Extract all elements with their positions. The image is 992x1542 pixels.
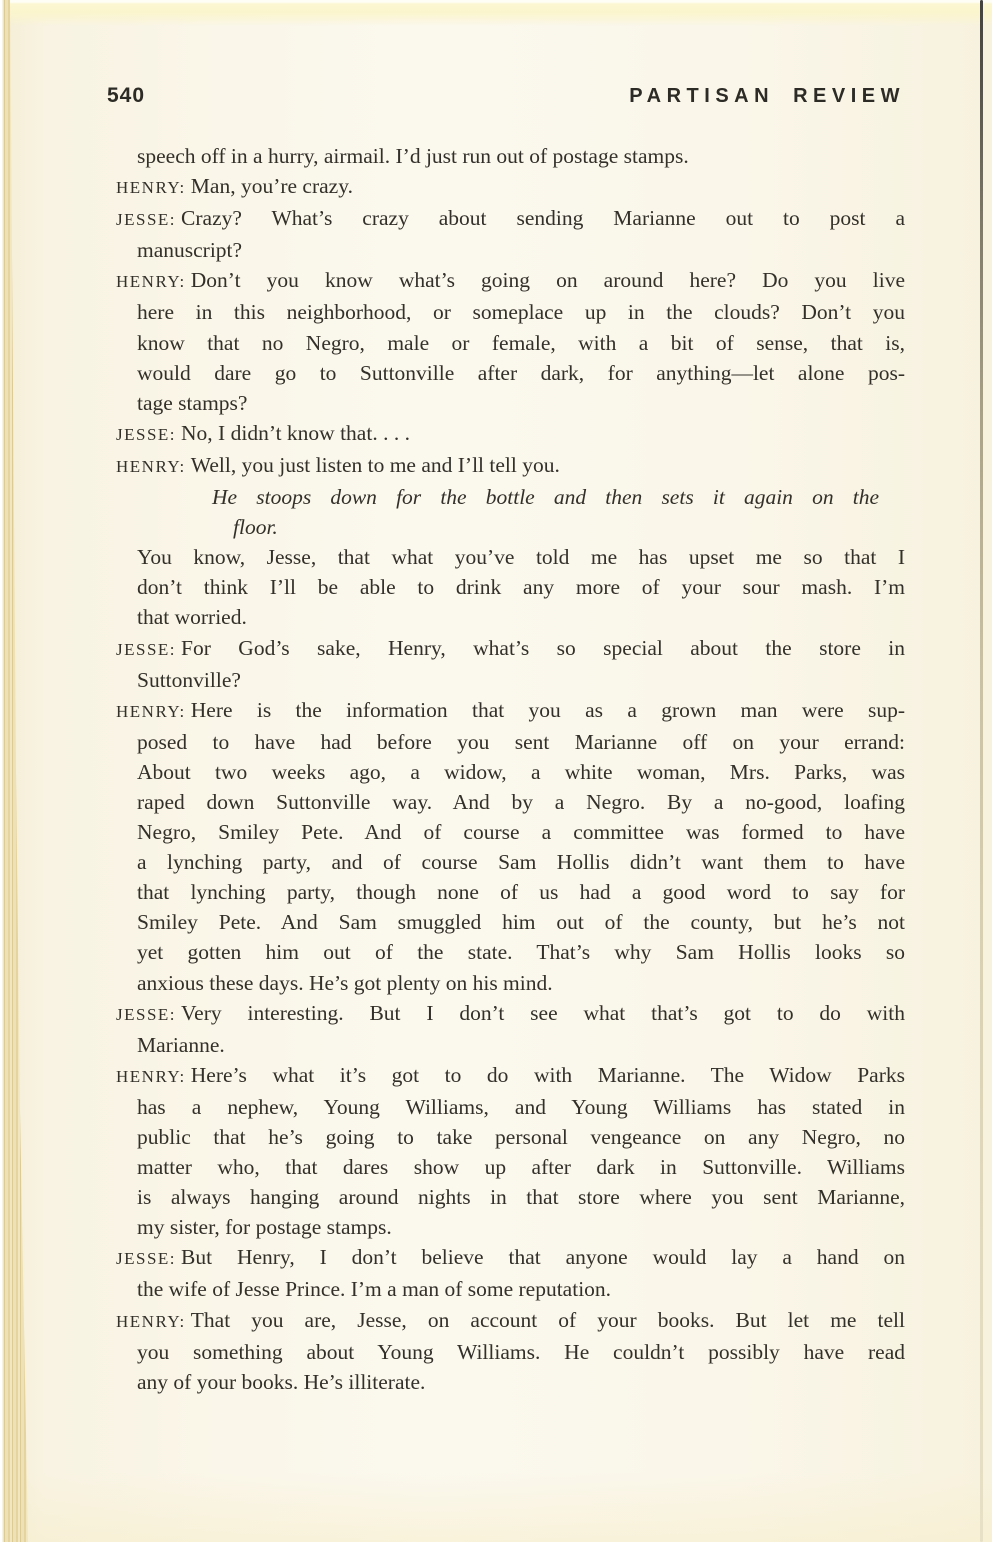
page-top-edge bbox=[0, 0, 992, 26]
paragraph-speech bbox=[116, 418, 905, 450]
paragraph-speech bbox=[116, 998, 905, 1060]
text-line: my sister, for postage stamps. bbox=[137, 1215, 392, 1240]
text-line: raped down Suttonville way. And by a Negro. By a no-good, loafing bbox=[137, 789, 905, 814]
text-line: yet gotten him out of the state. That’s why Sam Hollis looks so bbox=[137, 940, 905, 965]
text-line: JESSE: For God’s sake, Henry, what’s so special about the store in bbox=[116, 635, 905, 660]
text-line: tage stamps? bbox=[137, 390, 248, 415]
text-line: JESSE: No, I didn’t know that. . . . bbox=[116, 420, 410, 445]
text-line: has a nephew, Young Williams, and Young Williams has stated in bbox=[137, 1094, 905, 1119]
text-line: About two weeks ago, a widow, a white woman, Mrs. Parks, was bbox=[137, 759, 905, 784]
paragraph-speech bbox=[116, 1305, 905, 1397]
paragraph-speech bbox=[116, 695, 905, 998]
text-line: Smiley Pete. And Sam smuggled him out of the county, but he’s not bbox=[137, 910, 905, 935]
speaker-label: HENRY: bbox=[116, 178, 186, 198]
text-line: JESSE: But Henry, I don’t believe that anyone would lay a hand on bbox=[116, 1245, 905, 1270]
text-line: anxious these days. He’s got plenty on his mind. bbox=[137, 970, 553, 995]
dialogue-text bbox=[116, 141, 905, 1397]
text-line: HENRY: Here’s what it’s got to do with Marianne. The Widow Parks bbox=[116, 1062, 905, 1087]
text-line: know that no Negro, male or female, with a bit of sense, that is, bbox=[137, 330, 905, 355]
paragraph-unattributed bbox=[116, 542, 905, 632]
paragraph-speech bbox=[116, 203, 905, 265]
text-line: HENRY: That you are, Jesse, on account of your books. But let me tell bbox=[116, 1307, 905, 1332]
speaker-label: JESSE: bbox=[116, 1249, 177, 1269]
text-line: matter who, that dares show up after dark in Suttonville. Williams bbox=[137, 1155, 905, 1180]
paragraph-speech bbox=[116, 633, 905, 695]
text-line: that lynching party, though none of us had a good word to say for bbox=[137, 880, 905, 905]
text-line: would dare go to Suttonville after dark, for anything—let alone pos- bbox=[137, 360, 905, 385]
text-line: HENRY: Man, you’re crazy. bbox=[116, 174, 353, 199]
text-line: HENRY: Here is the information that you as a grown man were sup- bbox=[116, 697, 905, 722]
speaker-label: JESSE: bbox=[116, 210, 177, 230]
text-line: JESSE: Very interesting. But I don’t see what that’s got to do with bbox=[116, 1000, 905, 1025]
paragraph-speech bbox=[116, 450, 905, 482]
text-line: speech off in a hurry, airmail. I’d just run out of postage stamps. bbox=[137, 144, 689, 168]
text-line: HENRY: Don’t you know what’s going on around here? Do you live bbox=[116, 268, 905, 293]
text-line: posed to have had before you sent Marianne off on your errand: bbox=[137, 729, 905, 754]
text-line: the wife of Jesse Prince. I’m a man of some reputation. bbox=[137, 1277, 612, 1302]
speaker-label: HENRY: bbox=[116, 1066, 186, 1086]
text-line: public that he’s going to take personal vengeance on any Negro, no bbox=[137, 1125, 905, 1149]
paragraph-speech bbox=[116, 1060, 905, 1243]
text-line: any of your books. He’s illiterate. bbox=[137, 1369, 426, 1394]
page-number: 540 bbox=[107, 84, 146, 107]
speaker-label: JESSE: bbox=[116, 1004, 177, 1024]
paragraph-speech bbox=[116, 265, 905, 417]
speaker-label: HENRY: bbox=[116, 456, 186, 476]
text-line: don’t think I’ll be able to drink any more of your sour mash. I’m bbox=[137, 575, 905, 600]
text-line: manuscript? bbox=[137, 238, 243, 263]
text-line: floor. bbox=[233, 515, 278, 540]
page-left-edge-stack bbox=[0, 0, 32, 1542]
text-line: a lynching party, and of course Sam Hollis didn’t want them to have bbox=[137, 850, 905, 875]
speaker-label: HENRY: bbox=[116, 1311, 186, 1331]
text-line: is always hanging around nights in that store where you sent Marianne, bbox=[137, 1185, 905, 1210]
running-header bbox=[107, 84, 905, 108]
text-line: Marianne. bbox=[137, 1032, 225, 1057]
text-line: Suttonville? bbox=[137, 667, 241, 692]
page-right-edge-scan-line bbox=[980, 0, 983, 1542]
text-line: HENRY: Well, you just listen to me and I’ll tell you. bbox=[116, 452, 560, 477]
speaker-label: HENRY: bbox=[116, 701, 186, 721]
speaker-label: JESSE: bbox=[116, 639, 177, 659]
paragraph-continuation bbox=[116, 141, 905, 171]
speaker-label: JESSE: bbox=[116, 424, 177, 444]
text-line: You know, Jesse, that what you’ve told me has upset me so that I bbox=[137, 545, 905, 570]
text-line: here in this neighborhood, or someplace up in the clouds? Don’t you bbox=[137, 300, 905, 325]
paragraph-stage bbox=[116, 482, 905, 542]
text-line: that worried. bbox=[137, 605, 247, 630]
text-line: Negro, Smiley Pete. And of course a committee was formed to have bbox=[137, 820, 905, 845]
paragraph-speech bbox=[116, 171, 905, 203]
paragraph-speech bbox=[116, 1242, 905, 1304]
text-line: you something about Young Williams. He couldn’t possibly have read bbox=[137, 1339, 905, 1364]
speaker-label: HENRY: bbox=[116, 272, 186, 292]
text-line: He stoops down for the bottle and then sets it again on the bbox=[212, 485, 879, 510]
text-line: JESSE: Crazy? What’s crazy about sending Marianne out to post a bbox=[116, 206, 905, 231]
journal-title: PARTISAN REVIEW bbox=[629, 85, 905, 107]
